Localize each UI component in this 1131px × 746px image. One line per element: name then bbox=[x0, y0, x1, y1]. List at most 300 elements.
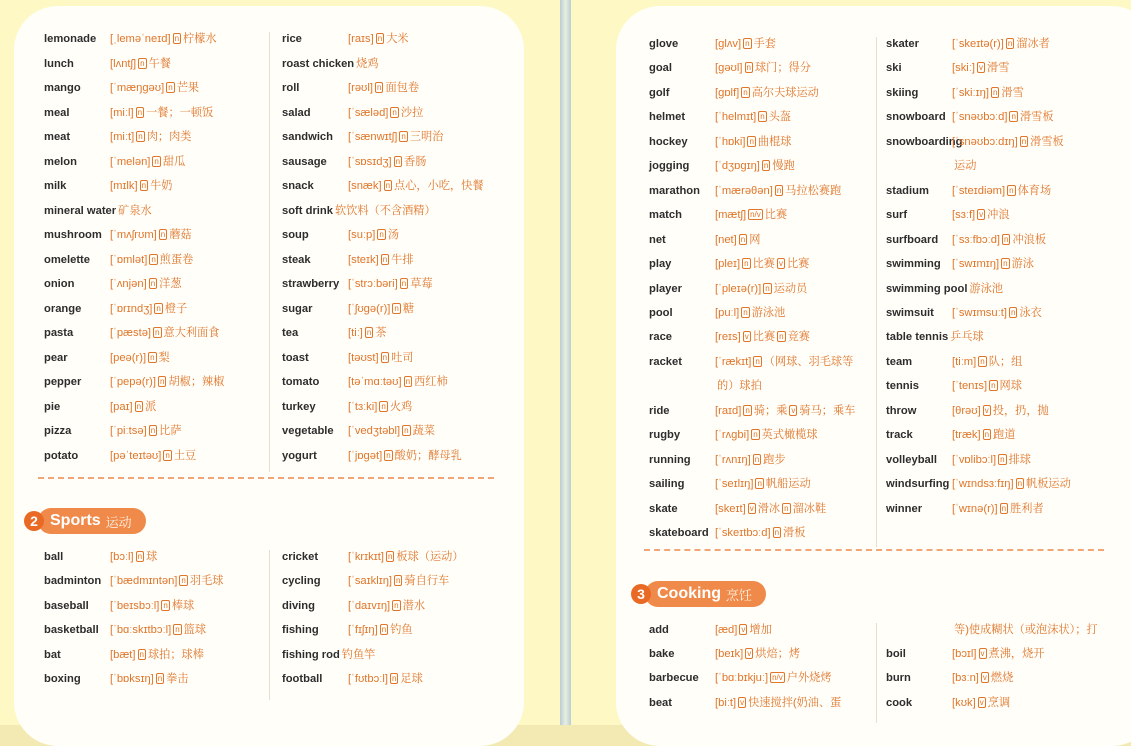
pos-tag: v bbox=[749, 503, 754, 513]
vocab-entry bbox=[282, 277, 433, 291]
entry-meaning: 羽毛球 bbox=[189, 575, 224, 588]
entry-meaning: 煎蛋卷 bbox=[159, 253, 194, 266]
entry-meaning: 滑冰 bbox=[757, 502, 781, 515]
entry-meaning: 慢跑 bbox=[772, 160, 795, 173]
entry-phonetic: [ˈrækɪt] bbox=[715, 355, 752, 368]
entry-phonetic: [ˈkrɪkɪt] bbox=[348, 551, 384, 563]
pos-tag: n bbox=[387, 552, 393, 561]
pos-tag: n bbox=[992, 87, 998, 97]
pos-tag: n bbox=[160, 230, 166, 239]
entry-word: add bbox=[649, 624, 669, 636]
pos-tag: v bbox=[791, 405, 796, 415]
entry-gloss bbox=[715, 404, 855, 418]
pos-tag: n bbox=[377, 83, 382, 92]
entry-word: baseball bbox=[44, 599, 89, 612]
pos-tag: n bbox=[382, 352, 388, 362]
entry-meaning: 滑雪板 bbox=[1030, 135, 1064, 148]
entry-meaning: 溜冰鞋 bbox=[792, 502, 827, 515]
entry-phonetic: [pleɪ] bbox=[715, 258, 741, 271]
vocab-entry bbox=[282, 253, 414, 267]
vocab-entry bbox=[649, 282, 807, 296]
entry-meaning: 烘焙；烤 bbox=[755, 648, 801, 661]
entry-word: sugar bbox=[282, 302, 313, 315]
entry-meaning: 排球 bbox=[1008, 453, 1031, 466]
entry-meaning: 篮球 bbox=[183, 624, 207, 637]
vocab-entry bbox=[44, 106, 213, 120]
entry-word: vegetable bbox=[282, 425, 334, 437]
entry-word: tomato bbox=[282, 376, 320, 388]
entry-phonetic: [ˈpepə(r)] bbox=[110, 376, 157, 388]
pos-tag: v bbox=[982, 673, 987, 683]
entry-word: milk bbox=[44, 180, 67, 192]
pos-tag: n bbox=[1017, 479, 1023, 489]
entry-meaning: 高尔夫球运动 bbox=[751, 86, 819, 99]
vocab-entry bbox=[649, 526, 805, 540]
entry-meaning: 燃烧 bbox=[990, 672, 1014, 685]
vocab-entry bbox=[649, 208, 787, 222]
pos-tag: v bbox=[740, 697, 745, 707]
entry-meaning: 足球 bbox=[400, 673, 423, 685]
entry-word: mango bbox=[44, 82, 81, 94]
entry-gloss bbox=[348, 155, 427, 169]
vocab-entry bbox=[282, 57, 379, 71]
pos-tag: n bbox=[1021, 136, 1027, 146]
entry-phonetic: [mætʃ] bbox=[715, 209, 747, 222]
entry-gloss bbox=[356, 57, 378, 71]
vocab-entry bbox=[649, 477, 811, 491]
vocab-entry bbox=[44, 326, 219, 340]
vocab-entry bbox=[44, 155, 185, 169]
entry-phonetic: [pəˈteɪtəʊ] bbox=[110, 449, 162, 462]
entry-word: strawberry bbox=[282, 278, 340, 290]
entry-phonetic: [ˈskiːɪŋ] bbox=[952, 86, 989, 99]
entry-gloss bbox=[342, 648, 376, 662]
entry-word: surf bbox=[886, 209, 908, 222]
entry-gloss bbox=[952, 306, 1042, 320]
entry-gloss bbox=[715, 233, 760, 247]
entry-word: bake bbox=[649, 648, 675, 661]
entry-phonetic: [ˈtenɪs] bbox=[952, 380, 988, 393]
pos-tag: n/v bbox=[772, 673, 783, 683]
entry-phonetic: [ˈhɒki] bbox=[715, 135, 746, 148]
entry-phonetic: [θrəʊ] bbox=[952, 404, 981, 417]
entry-gloss bbox=[969, 282, 1003, 296]
vocab-entry bbox=[886, 257, 1034, 271]
section-title-cn: 烹饪 bbox=[726, 587, 753, 603]
entry-phonetic: [ˈvedʒtəbl] bbox=[348, 425, 401, 437]
entry-phonetic: [tiːm] bbox=[952, 355, 977, 368]
vocab-entry bbox=[44, 424, 182, 438]
pos-tag: n bbox=[156, 303, 161, 313]
pos-tag: n bbox=[137, 107, 143, 117]
pos-tag: v bbox=[979, 697, 984, 707]
entry-word: pool bbox=[649, 306, 673, 319]
entry-gloss bbox=[348, 326, 387, 340]
entry-phonetic: [paɪ] bbox=[110, 400, 133, 413]
pos-tag: n bbox=[753, 430, 758, 440]
entry-word: potato bbox=[44, 449, 79, 462]
entry-gloss bbox=[952, 453, 1031, 467]
vocab-entry bbox=[282, 672, 423, 686]
pos-tag: n bbox=[136, 401, 142, 411]
entry-meaning: 土豆 bbox=[173, 449, 197, 462]
vocab-entry bbox=[886, 477, 1071, 491]
entry-meaning: 钓鱼 bbox=[390, 624, 413, 637]
pos-tag: n bbox=[1007, 39, 1013, 48]
pos-tag: n bbox=[743, 307, 748, 317]
entry-word: lunch bbox=[44, 57, 74, 70]
entry-phonetic: [ˈsɜːfbɔːd] bbox=[952, 233, 1001, 246]
entry-meaning: 牛排 bbox=[391, 253, 414, 266]
entry-word: skater bbox=[886, 38, 919, 50]
entry-phonetic: [ˈskeɪtə(r)] bbox=[952, 38, 1004, 50]
pos-tag: n bbox=[174, 34, 180, 43]
entry-word: football bbox=[282, 673, 323, 685]
entry-word: turkey bbox=[282, 400, 316, 413]
entry-meaning: 投，扔，抛 bbox=[992, 404, 1049, 417]
entry-phonetic: [ˈsɒsɪdʒ] bbox=[348, 155, 392, 168]
entry-meaning: 烹调 bbox=[987, 696, 1011, 709]
entry-word: volleyball bbox=[886, 453, 937, 466]
entry-word: bat bbox=[44, 648, 61, 661]
entry-meaning: 泳衣 bbox=[1019, 306, 1042, 319]
entry-gloss bbox=[954, 159, 976, 173]
entry-phonetic: [bæt] bbox=[110, 648, 136, 661]
pos-tag: n bbox=[1003, 259, 1008, 269]
entry-word: sailing bbox=[649, 478, 685, 491]
vocab-entry bbox=[886, 208, 1010, 222]
entry-meaning: 竞赛 bbox=[787, 331, 810, 344]
entry-phonetic: [glʌv] bbox=[715, 38, 742, 50]
entry-phonetic: [ˌleməˈneɪd] bbox=[110, 33, 171, 45]
entry-phonetic: [mɪlk] bbox=[110, 180, 138, 192]
entry-meaning: 三明治 bbox=[409, 131, 444, 143]
entry-phonetic: [ˈdʒɒgɪŋ] bbox=[715, 160, 760, 173]
entry-gloss bbox=[110, 81, 199, 95]
entry-word: onion bbox=[44, 278, 75, 290]
entry-phonetic: [ˈsaɪklɪŋ] bbox=[348, 575, 393, 588]
vocab-entry bbox=[649, 647, 800, 661]
entry-phonetic: [miːl] bbox=[110, 106, 134, 119]
vocab-entry bbox=[886, 623, 1098, 637]
entry-gloss bbox=[715, 453, 786, 467]
entry-gloss bbox=[715, 184, 841, 198]
entry-meaning: 骑；乘 bbox=[753, 404, 788, 417]
pos-tag: n bbox=[776, 185, 782, 195]
entry-gloss bbox=[348, 623, 413, 637]
entry-meaning: 冲浪板 bbox=[1012, 233, 1047, 246]
entry-phonetic: [bɔɪl] bbox=[952, 648, 977, 661]
entry-word: salad bbox=[282, 106, 311, 119]
entry-meaning: 沙拉 bbox=[400, 106, 424, 119]
entry-gloss bbox=[348, 550, 464, 564]
entry-phonetic: [təˈmɑːtəʊ] bbox=[348, 376, 402, 388]
entry-meaning: 帆板运动 bbox=[1026, 478, 1071, 491]
entry-word: marathon bbox=[649, 184, 700, 197]
entry-phonetic: [ˈpiːtsə] bbox=[110, 425, 147, 437]
vocab-entry bbox=[886, 647, 1044, 661]
entry-word: beat bbox=[649, 696, 673, 709]
entry-phonetic: [tiː] bbox=[348, 327, 363, 339]
pos-tag: n bbox=[757, 479, 762, 489]
entry-phonetic: [raɪd] bbox=[715, 404, 742, 417]
entry-gloss bbox=[110, 277, 182, 291]
entry-meaning: 肉；肉类 bbox=[146, 131, 192, 143]
vocab-entry bbox=[649, 257, 809, 271]
column-separator bbox=[269, 32, 270, 472]
book-spine bbox=[560, 0, 571, 725]
column-separator bbox=[876, 623, 877, 723]
entry-word: pizza bbox=[44, 425, 72, 437]
entry-phonetic: [suːp] bbox=[348, 229, 376, 241]
entry-meaning: 潜水 bbox=[402, 599, 426, 612]
vocab-entry bbox=[649, 404, 855, 418]
entry-phonetic: [ˈbædmɪntən] bbox=[110, 575, 178, 588]
entry-word: soft drink bbox=[282, 204, 333, 217]
vocab-entry bbox=[886, 379, 1022, 393]
entry-gloss bbox=[715, 257, 809, 271]
vocab-entry bbox=[886, 404, 1049, 418]
entry-word: sausage bbox=[282, 155, 327, 168]
pos-tag: n bbox=[181, 576, 186, 586]
entry-gloss bbox=[110, 253, 193, 267]
vocab-entry bbox=[886, 86, 1024, 100]
entry-gloss bbox=[952, 233, 1046, 247]
entry-word: pepper bbox=[44, 376, 82, 388]
entry-phonetic: [ˈsteɪdiəm] bbox=[952, 184, 1006, 197]
entry-phonetic: [ˈdaɪvɪŋ] bbox=[348, 599, 391, 612]
entry-gloss bbox=[348, 351, 413, 365]
entry-gloss bbox=[952, 208, 1010, 222]
pos-tag: n bbox=[139, 649, 144, 659]
entry-gloss bbox=[110, 550, 157, 564]
vocab-entry bbox=[649, 184, 841, 198]
entry-phonetic: [biːt] bbox=[715, 696, 737, 709]
entry-word: swimming bbox=[886, 258, 941, 271]
entry-word: ball bbox=[44, 551, 64, 563]
pos-tag: n bbox=[1000, 454, 1005, 464]
vocab-entry bbox=[649, 696, 841, 710]
section-heading-sports bbox=[24, 508, 146, 534]
entry-meaning: 比赛 bbox=[752, 258, 775, 271]
vocab-entry bbox=[44, 599, 194, 613]
entry-phonetic: [ˈʃʊgə(r)] bbox=[348, 302, 391, 315]
entry-gloss bbox=[952, 110, 1054, 124]
pos-tag: n bbox=[138, 132, 143, 141]
pos-tag: n bbox=[404, 426, 409, 435]
entry-word: basketball bbox=[44, 624, 99, 637]
entry-gloss bbox=[110, 130, 191, 144]
entry-phonetic: [ˈmʌʃrʊm] bbox=[110, 229, 157, 241]
vocab-entry bbox=[282, 326, 387, 340]
entry-meaning: 糖 bbox=[402, 302, 415, 315]
entry-gloss bbox=[952, 379, 1022, 393]
entry-gloss bbox=[110, 424, 182, 438]
entry-meaning: 运动员 bbox=[773, 282, 808, 295]
entry-meaning: 跑道 bbox=[993, 429, 1016, 442]
entry-gloss bbox=[110, 228, 192, 242]
entry-meaning: 酸奶；酵母乳 bbox=[394, 449, 462, 462]
entry-phonetic: [ˈwɪnə(r)] bbox=[952, 502, 998, 515]
vocab-entry bbox=[886, 282, 1003, 296]
entry-meaning: 游泳 bbox=[1011, 258, 1034, 271]
entry-phonetic: [beɪk] bbox=[715, 648, 744, 661]
entry-gloss bbox=[335, 204, 436, 218]
entry-phonetic: [snæk] bbox=[348, 180, 382, 192]
pos-tag: v bbox=[979, 63, 983, 73]
entry-meaning: 游泳池 bbox=[751, 306, 786, 319]
entry-phonetic: [ˈjɒgət] bbox=[348, 449, 383, 462]
vocab-entry bbox=[649, 37, 776, 51]
vocab-entry bbox=[44, 550, 157, 564]
entry-word: tennis bbox=[886, 380, 919, 393]
vocab-entry bbox=[649, 330, 810, 344]
entry-meaning: 甜瓜 bbox=[162, 155, 186, 168]
section-number: 2 bbox=[24, 511, 44, 531]
entry-gloss bbox=[952, 404, 1049, 418]
vocab-entry bbox=[44, 375, 224, 389]
entry-word: match bbox=[649, 209, 682, 222]
entry-phonetic: [ˈtɜːki] bbox=[348, 400, 378, 413]
entry-gloss bbox=[110, 672, 189, 686]
entry-meaning: 比赛 bbox=[786, 258, 810, 271]
entry-gloss bbox=[348, 130, 443, 144]
entry-gloss bbox=[110, 326, 219, 340]
entry-word: boxing bbox=[44, 673, 81, 685]
entry-meaning: 户外烧烤 bbox=[786, 672, 832, 685]
entry-word: melon bbox=[44, 155, 77, 168]
entry-phonetic: [steɪk] bbox=[348, 253, 379, 266]
entry-word: mineral water bbox=[44, 204, 117, 217]
entry-gloss bbox=[952, 61, 1009, 75]
pos-tag: n bbox=[991, 381, 996, 391]
pos-tag: n bbox=[157, 674, 163, 683]
entry-gloss bbox=[348, 253, 414, 267]
entry-gloss bbox=[715, 135, 792, 149]
entry-phonetic: [ˈmæŋgəʊ] bbox=[110, 82, 165, 94]
entry-gloss bbox=[348, 81, 419, 95]
entry-gloss bbox=[348, 228, 399, 242]
entry-gloss bbox=[715, 330, 810, 344]
entry-meaning: 帆船运动 bbox=[765, 478, 811, 491]
entry-meaning: 等)使成糊状（或泡沫状）；打 bbox=[954, 624, 1098, 636]
pos-tag: n bbox=[385, 181, 391, 190]
pos-tag: n bbox=[391, 674, 397, 683]
pos-tag: n bbox=[405, 377, 411, 386]
entry-phonetic: [ˈpæstə] bbox=[110, 327, 152, 339]
vocab-entry bbox=[282, 302, 414, 316]
entry-word: race bbox=[649, 331, 673, 344]
vocab-entry bbox=[44, 648, 204, 662]
section-divider bbox=[644, 549, 1104, 551]
entry-gloss bbox=[110, 599, 194, 613]
entry-word: glove bbox=[649, 38, 679, 50]
vocab-entry bbox=[649, 671, 832, 685]
vocab-entry bbox=[44, 228, 192, 242]
entry-phonetic: [ˈbɒksɪŋ] bbox=[110, 673, 154, 685]
entry-gloss bbox=[348, 179, 484, 193]
entry-phonetic: [ˈswɪmɪŋ] bbox=[952, 258, 1000, 271]
entry-meaning: 游泳池 bbox=[969, 282, 1003, 295]
vocab-entry bbox=[282, 204, 436, 218]
entry-word: ski bbox=[886, 62, 902, 75]
entry-word: golf bbox=[649, 86, 670, 99]
entry-word: roll bbox=[282, 82, 300, 94]
entry-phonetic: [miːt] bbox=[110, 131, 135, 143]
column-separator bbox=[876, 37, 877, 547]
pos-tag: n bbox=[392, 107, 397, 117]
entry-gloss bbox=[348, 106, 423, 120]
entry-phonetic: [træk] bbox=[952, 429, 981, 442]
vocab-entry bbox=[649, 453, 786, 467]
entry-word: hockey bbox=[649, 135, 688, 148]
section-heading-cooking bbox=[631, 581, 766, 607]
entry-word: racket bbox=[649, 355, 682, 368]
pos-tag: n bbox=[137, 552, 143, 561]
entry-meaning: 运动 bbox=[954, 160, 977, 173]
entry-meaning: 矿泉水 bbox=[118, 204, 152, 217]
pos-tag: n bbox=[779, 332, 784, 342]
entry-gloss bbox=[954, 623, 1098, 637]
entry-word: rugby bbox=[649, 429, 681, 442]
entry-word: snack bbox=[282, 180, 314, 192]
entry-word: winner bbox=[886, 502, 923, 515]
entry-word: burn bbox=[886, 672, 911, 685]
entry-phonetic: [ˈsnəʊbɔːdɪŋ] bbox=[952, 135, 1018, 148]
pos-tag: n bbox=[381, 625, 387, 635]
pos-tag: n bbox=[754, 454, 760, 464]
section-number: 3 bbox=[631, 584, 651, 604]
pos-tag: n bbox=[154, 156, 159, 166]
vocab-entry bbox=[649, 623, 772, 637]
entry-phonetic: [ˈbɑːbɪkjuː] bbox=[715, 672, 769, 685]
pos-tag: n bbox=[382, 254, 388, 264]
entry-meaning: 西红柿 bbox=[414, 376, 448, 388]
pos-tag: n bbox=[155, 328, 160, 337]
vocab-entry bbox=[282, 623, 413, 637]
pos-tag: n bbox=[401, 132, 406, 141]
pos-tag: n bbox=[140, 58, 145, 68]
entry-phonetic: [ˈɒmlət] bbox=[110, 253, 148, 266]
entry-meaning: 面包卷 bbox=[385, 82, 420, 94]
entry-word: omelette bbox=[44, 253, 91, 266]
vocab-entry bbox=[886, 306, 1042, 320]
entry-meaning: 橙子 bbox=[164, 302, 188, 315]
entry-phonetic: [təʊst] bbox=[348, 351, 379, 364]
entry-phonetic: [net] bbox=[715, 233, 737, 246]
entry-meaning: 牛奶 bbox=[150, 180, 173, 192]
pos-tag: n bbox=[160, 377, 165, 386]
entry-word: goal bbox=[649, 62, 672, 75]
entry-meaning: 快速搅拌(奶油、蛋 bbox=[748, 696, 842, 709]
vocab-entry bbox=[886, 37, 1050, 51]
entry-gloss bbox=[715, 428, 818, 442]
entry-word: tea bbox=[282, 327, 299, 339]
entry-gloss bbox=[952, 428, 1015, 442]
pos-tag: v bbox=[741, 625, 746, 634]
entry-meaning: 吐司 bbox=[391, 351, 414, 364]
entry-meaning: 溜冰者 bbox=[1016, 38, 1050, 50]
entry-gloss bbox=[715, 61, 811, 75]
entry-phonetic: [ˈmelən] bbox=[110, 155, 151, 168]
pos-tag: n bbox=[150, 279, 156, 288]
pos-tag: n bbox=[745, 39, 750, 48]
vocab-entry bbox=[282, 400, 412, 414]
vocab-entry bbox=[282, 648, 375, 662]
entry-gloss bbox=[348, 449, 462, 463]
entry-gloss bbox=[110, 351, 170, 365]
entry-meaning: 手套 bbox=[753, 38, 776, 50]
